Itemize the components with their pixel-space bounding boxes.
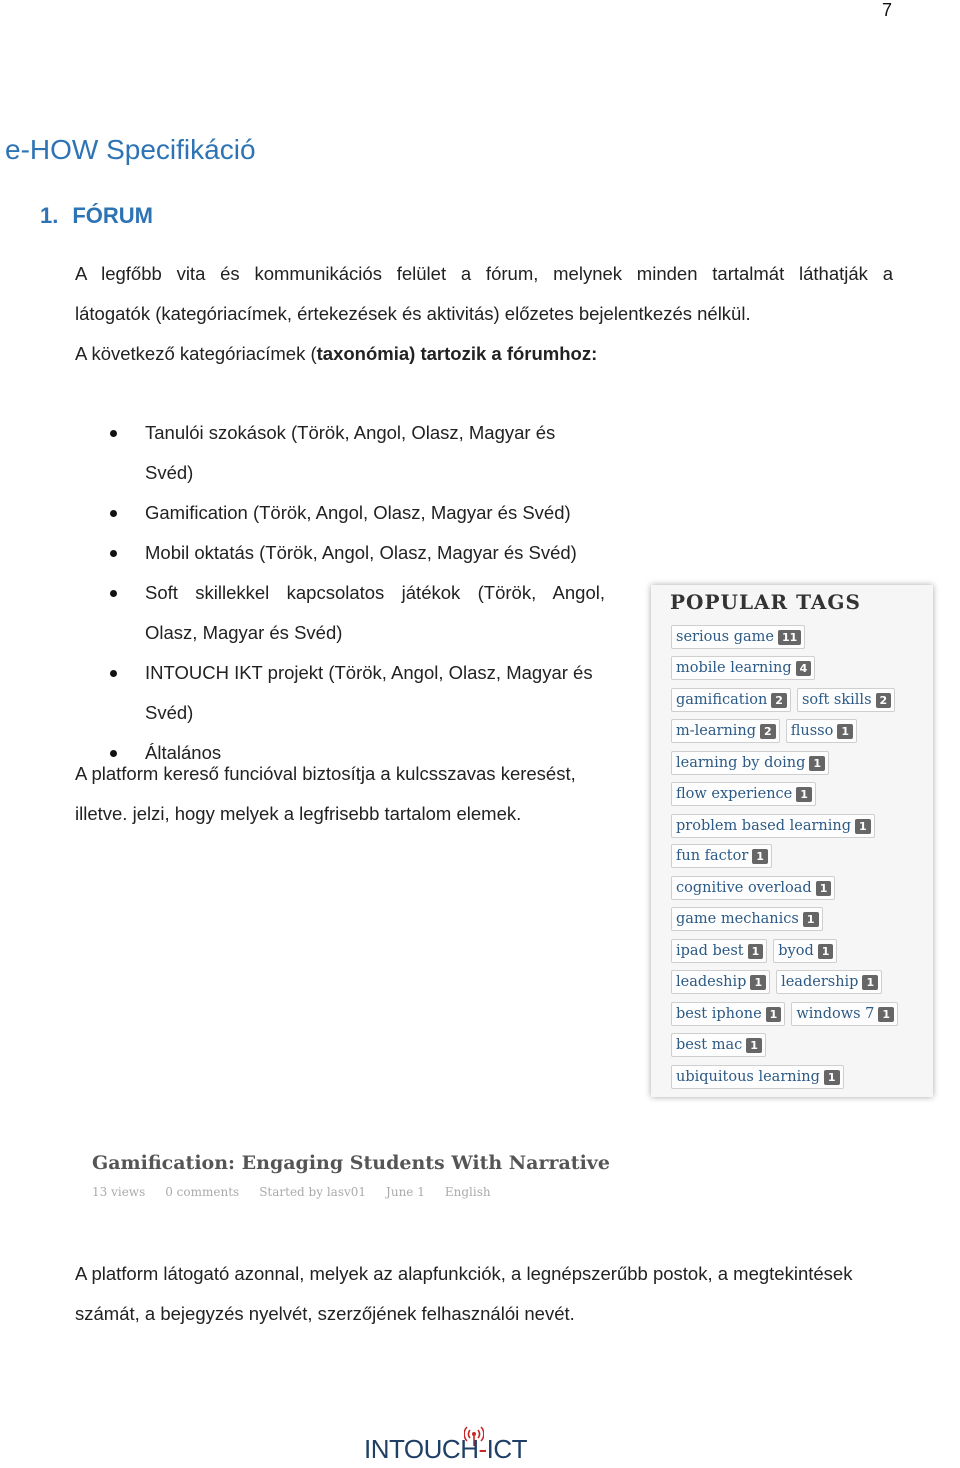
tag-link[interactable] — [671, 625, 805, 649]
page-number: 7 — [881, 0, 892, 20]
tag-label: leadeship — [676, 974, 747, 990]
tag-count-badge: 1 — [750, 975, 766, 990]
tag-count-badge: 2 — [771, 693, 787, 708]
tag-count-badge: 1 — [824, 1070, 840, 1085]
platform-paragraph-line-2: számát, a bejegyzés nyelvét, szerzőjének felhasználói nevét. — [75, 1303, 575, 1324]
tag-label: best mac — [676, 1037, 743, 1053]
tag-label: cognitive overload — [676, 880, 812, 896]
tag-count-badge: 1 — [796, 787, 812, 802]
taxonomy-intro — [75, 334, 893, 374]
intro-paragraph-line-2: látogatók (kategóriacímek, értekezések és aktivitás) előzetes bejelentkezés nélkül. — [75, 303, 751, 324]
tag-row — [671, 876, 835, 900]
tag-count-badge: 1 — [746, 1038, 762, 1053]
section-number: 1. — [40, 203, 59, 228]
tag-count-badge: 1 — [803, 912, 819, 927]
tag-link[interactable] — [671, 907, 823, 931]
category-item: Általános — [110, 733, 605, 773]
tag-link[interactable] — [797, 688, 895, 712]
tag-row — [671, 1065, 844, 1089]
tag-row — [671, 782, 816, 806]
tag-row — [671, 719, 857, 743]
tag-row — [671, 814, 875, 838]
tag-link[interactable] — [671, 1065, 844, 1089]
tag-count-badge: 1 — [752, 849, 768, 864]
tag-label: ipad best — [676, 943, 744, 959]
tag-count-badge: 11 — [778, 630, 801, 645]
tag-link[interactable] — [671, 751, 829, 775]
platform-paragraph-line-1: A platform látogató azonnal, melyek az alapfunkciók, a legnépszerűbb postok, a megtekintések — [75, 1263, 853, 1284]
tag-label: fun factor — [676, 848, 749, 864]
tag-count-badge: 1 — [878, 1007, 894, 1022]
tag-label: game mechanics — [676, 911, 799, 927]
tag-link[interactable] — [671, 939, 767, 963]
logo-ict: ICT — [486, 1434, 528, 1464]
tag-row — [671, 1002, 898, 1026]
tag-count-badge: 1 — [862, 975, 878, 990]
bullet-icon — [110, 510, 117, 517]
category-item: Tanulói szokások (Török, Angol, Olasz, Magyar és Svéd) — [110, 413, 605, 493]
tag-row — [671, 1033, 766, 1057]
tag-label: windows 7 — [796, 1006, 875, 1022]
taxonomy-intro-bold: taxonómia) tartozik a fórumhoz: — [316, 343, 598, 364]
bullet-icon — [110, 430, 117, 437]
tag-row — [671, 907, 823, 931]
tag-label: soft skills — [801, 692, 872, 708]
tag-count-badge: 1 — [809, 756, 825, 771]
tag-link[interactable] — [671, 656, 815, 680]
bullet-icon — [110, 550, 117, 557]
popular-tags-title: POPULAR TAGS — [670, 590, 861, 614]
category-item: Gamification (Török, Angol, Olasz, Magyar és Svéd) — [110, 493, 605, 533]
tag-label: problem based learning — [676, 818, 852, 834]
category-item: INTOUCH IKT projekt (Török, Angol, Olasz, Magyar és Svéd) — [110, 653, 605, 733]
section-heading — [40, 203, 153, 229]
section-title: FÓRUM — [72, 203, 154, 228]
tag-label: serious game — [676, 629, 774, 645]
post-title[interactable]: Gamification: Engaging Students With Narrative — [92, 1152, 610, 1174]
tag-link[interactable] — [671, 1002, 785, 1026]
post-header — [86, 1148, 610, 1208]
post-date: June 1 — [386, 1185, 425, 1199]
tag-label: leadership — [781, 974, 859, 990]
tag-row — [671, 970, 882, 994]
tag-link[interactable] — [671, 688, 791, 712]
tag-label: byod — [778, 943, 814, 959]
tag-link[interactable] — [776, 970, 882, 994]
category-list — [110, 413, 605, 773]
tag-link[interactable] — [671, 719, 780, 743]
tag-label: learning by doing — [676, 755, 806, 771]
tag-link[interactable] — [671, 1033, 766, 1057]
tag-row — [671, 844, 772, 868]
tag-row — [671, 751, 829, 775]
tag-link[interactable] — [791, 1002, 898, 1026]
intro-paragraph-line-1: A legfőbb vita és kommunikációs felület a fórum, melynek minden tartalmát láthatják a — [75, 263, 893, 284]
tag-link[interactable] — [671, 970, 770, 994]
tag-count-badge: 1 — [855, 819, 871, 834]
post-author[interactable]: Started by lasv01 — [259, 1185, 367, 1199]
bullet-icon — [110, 590, 117, 597]
tag-label: flusso — [790, 723, 834, 739]
logo-separator: - — [478, 1434, 487, 1464]
tag-row — [671, 939, 837, 963]
tag-count-badge: 4 — [796, 661, 812, 676]
document-title: e-HOW Specifikáció — [5, 134, 256, 165]
tag-link[interactable] — [671, 844, 772, 868]
tag-count-badge: 2 — [876, 693, 892, 708]
category-item: Soft skillekkel kapcsolatos játékok (Török, Angol, Olasz, Magyar és Svéd) — [110, 573, 605, 653]
category-item: Mobil oktatás (Török, Angol, Olasz, Magyar és Svéd) — [110, 533, 605, 573]
tag-row — [671, 688, 895, 712]
tag-row — [671, 656, 815, 680]
logo-wordmark — [364, 1434, 527, 1465]
post-meta — [92, 1185, 491, 1199]
tag-label: best iphone — [676, 1006, 762, 1022]
tag-link[interactable] — [671, 814, 875, 838]
tag-label: flow experience — [676, 786, 793, 802]
search-paragraph-line-1: A platform kereső funcióval biztosítja a kulcsszavas keresést, — [75, 763, 576, 784]
taxonomy-intro-text: A következő kategóriacímek ( — [75, 343, 317, 364]
tag-count-badge: 1 — [748, 944, 764, 959]
tag-label: mobile learning — [676, 660, 792, 676]
popular-tags-panel — [651, 585, 933, 1097]
bullet-icon — [110, 670, 117, 677]
tag-count-badge: 2 — [760, 724, 776, 739]
search-paragraph-line-2: illetve. jelzi, hogy melyek a legfrisebb tartalom elemek. — [75, 803, 522, 824]
post-views: 13 views — [92, 1185, 146, 1199]
tag-count-badge: 1 — [818, 944, 834, 959]
tag-label: m-learning — [676, 723, 757, 739]
post-comments[interactable]: 0 comments — [165, 1185, 240, 1199]
tag-label: ubiquitous learning — [676, 1069, 820, 1085]
tag-count-badge: 1 — [766, 1007, 782, 1022]
intouch-ict-logo — [364, 1424, 534, 1464]
tag-label: gamification — [676, 692, 768, 708]
tag-link[interactable] — [773, 939, 837, 963]
logo-intouch: INTOUCH — [364, 1434, 479, 1464]
tag-row — [671, 625, 805, 649]
tag-count-badge: 1 — [816, 881, 832, 896]
tag-link[interactable] — [671, 782, 816, 806]
tag-link[interactable] — [671, 876, 835, 900]
tag-count-badge: 1 — [837, 724, 853, 739]
tag-link[interactable] — [786, 719, 857, 743]
post-language: English — [444, 1185, 491, 1199]
